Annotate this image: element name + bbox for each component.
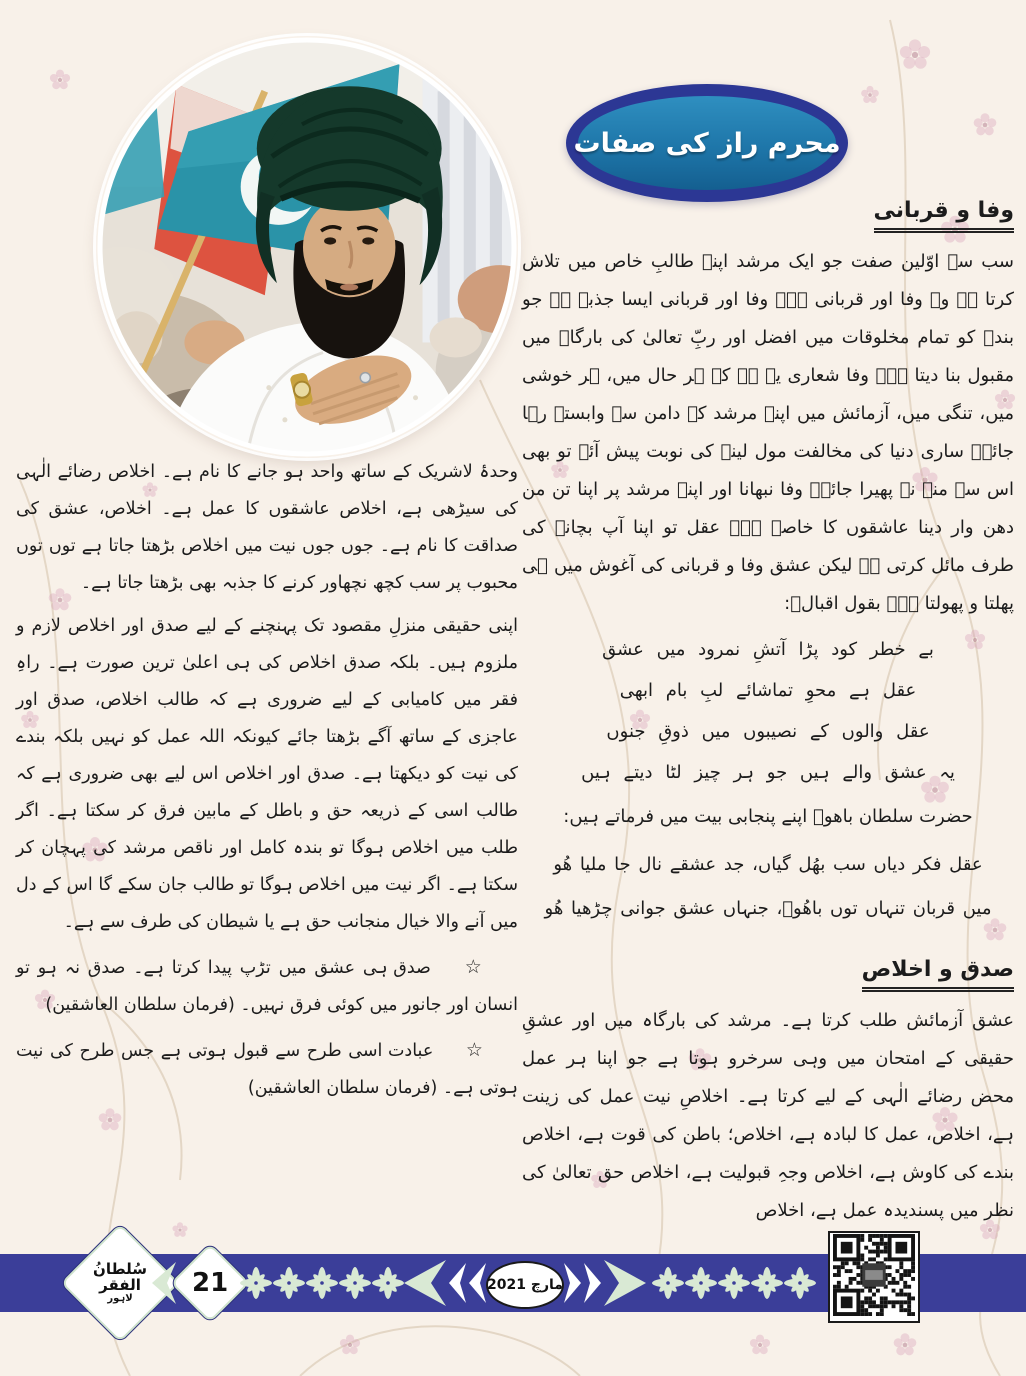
flower-star-icon — [685, 1263, 717, 1303]
logo-text: سُلطانُ الفقر — [93, 1260, 147, 1294]
page-title: محرم راز کی صفات — [573, 127, 841, 159]
logo-city: لاہور — [107, 1292, 133, 1304]
chevron-left-icon — [469, 1254, 486, 1312]
iqbal-poem — [522, 629, 1014, 793]
poem-line: عقل فکر دیاں سب بھُل گیاں، جد عشقے نال جا ملیا ھُو — [553, 854, 983, 875]
poem-line: بے خطر کود پڑا آتشِ نمرود میں عشق — [602, 639, 934, 660]
title-badge-inner — [573, 96, 841, 190]
baahu-poem — [522, 843, 1014, 931]
star-bullet-icon: ☆ — [465, 1039, 484, 1061]
section-heading-sidq: صدق و اخلاص — [522, 957, 1014, 992]
qr-pattern — [833, 1234, 915, 1320]
quote-text: صدق ہی عشق میں تڑپ پیدا کرتا ہے۔ صدق نہ ہو تو انسان اور جانور میں کوئی فرق نہیں۔ — [16, 958, 518, 1015]
poem-line: میں قربان تنہاں توں باھُوؒ، جنہاں عشق جوانی چڑھیا ھُو — [544, 898, 992, 919]
flower-star-icon — [372, 1263, 404, 1303]
poem-line: یہ عشق والے ہیں جو ہر چیز لٹا دیتے ہیں — [581, 762, 955, 783]
title-badge — [566, 84, 848, 202]
arrow-right-icon — [604, 1254, 646, 1312]
page-number-badge — [170, 1243, 249, 1322]
arrow-left-icon — [404, 1254, 446, 1312]
section-heading-wafa: وفا و قربانی — [522, 198, 1014, 233]
flower-star-icon — [652, 1263, 684, 1303]
qr-code — [828, 1231, 920, 1323]
issue-date: مارچ 2021 — [487, 1277, 563, 1293]
star-bullet-icon: ☆ — [464, 956, 484, 978]
footer-band — [0, 1254, 1026, 1312]
body-paragraph: عشق آزمائش طلب کرتا ہے۔ مرشد کی بارگاہ میں اور عشقِ حقیقی کے امتحان میں وہی سرخرو ہوتا ہے جو اپنا ہر عمل محض رضائے الٰہی کے لیے کرتا ہے۔ اخلاصِ نیت عمل کی زینت ہے، اخلاص، عمل کا لبادہ ہے، اخلاص؛ باطن کی قوت ہے، اخلاص بندے کی کاوش ہے، اخلاص وجہِ قبولیت ہے، اخلاص حق تعالیٰ کی نظر میں پسندیدہ عمل ہے، اخلاص — [522, 1010, 1014, 1221]
flower-star-icon — [784, 1263, 816, 1303]
flower-star-row — [240, 1254, 404, 1312]
baahu-intro: حضرت سلطان باھوؒ اپنے پنجابی بیت میں فرماتے ہیں: — [563, 806, 973, 827]
flower-star-icon — [751, 1263, 783, 1303]
flower-star-row — [652, 1254, 816, 1312]
body-paragraph: اپنی حقیقی منزلِ مقصود تک پہنچنے کے لیے صدق اور اخلاص لازم و ملزوم ہیں۔ بلکہ صدق اخلاص کی ہی اعلیٰ ترین صورت ہے۔ راہِ فقر میں کامیابی کے لیے ضروری ہے کہ طالب اخلاص، صدق اور عاجزی کے ساتھ آگے بڑھتا جائے کیونکہ اللہ عمل کو نہیں بلکہ بندے کی نیت کو دیکھتا ہے۔ صدق اور اخلاص اس لیے بھی ضروری ہے کہ طالب اسی کے ذریعہ حق و باطل کے مابین فرق کر سکتا ہے۔ اگر طلب میں اخلاص ہوگا تو بندہ کامل اور ناقص مرشد کی پہچان کر سکتا ہے۔ اگر نیت میں اخلاص ہوگا تو طالب جان سکے گا اس کے دل میں آنے والا خیال منجانب حق ہے یا شیطان کی طرف سے ہے۔ — [16, 616, 518, 932]
right-column — [522, 198, 1014, 1230]
quote-item — [16, 949, 518, 1024]
page-number: 21 — [191, 1268, 229, 1298]
quote-source: (فرمان سلطان العاشقین) — [247, 1078, 438, 1098]
issue-date-badge — [486, 1261, 564, 1309]
chevron-right-icon — [564, 1254, 581, 1312]
portrait-photo — [96, 36, 518, 458]
flower-star-icon — [718, 1263, 750, 1303]
chevron-left-icon — [449, 1254, 466, 1312]
flower-star-icon — [306, 1263, 338, 1303]
poem-line: عقل ہے محوِ تماشائے لبِ بام ابھی — [619, 680, 917, 701]
flower-star-icon — [240, 1263, 272, 1303]
quote-text: عبادت اسی طرح سے قبول ہوتی ہے جس طرح کی نیت ہوتی ہے۔ — [16, 1041, 518, 1098]
quote-item — [16, 1032, 518, 1107]
flower-star-icon — [339, 1263, 371, 1303]
portrait-illustration — [96, 36, 518, 458]
quote-source: (فرمان سلطان العاشقین) — [45, 995, 235, 1015]
flower-star-icon — [273, 1263, 305, 1303]
chevron-right-icon — [584, 1254, 601, 1312]
body-paragraph: وحدۂ لاشریک کے ساتھ واحد ہو جانے کا نام ہے۔ اخلاص رضائے الٰہی کی سیڑھی ہے، اخلاص عاشقوں کا عمل ہے۔ اخلاص، عشق کی صداقت کا نام ہے۔ جوں جوں نیت میں اخلاص بڑھتا جاتا ہے توں توں محبوب پر سب کچھ نچھاور کرنے کا جذبہ بھی بڑھتا جاتا ہے۔ — [16, 462, 518, 593]
body-paragraph: سب سے اوّلین صفت جو ایک مرشد اپنے طالبِ خاص میں تلاش کرتا ہے وہ وفا اور قربانی ہے۔ وفا اور قربانی ایسا جذبہ ہے جو بندے کو تمام مخلوقات میں افضل اور ربِّ تعالیٰ کی بارگاہ میں مقبول بنا دیتا ہے۔ وفا شعاری یہ ہے کہ ہر حال میں، ہر خوشی میں، تنگی میں، آزمائش میں اپنے مرشد کے دامن سے وابستہ رہا جائے۔ ساری دنیا کی مخالفت مول لینے کی نوبت پیش آئے تو بھی اس سے منہ نہ پھیرا جائے۔ وفا نبھانا اور اپنے مرشد پر اپنا تن من دھن وار دینا عاشقوں کا خاصہ ہے۔ عقل تو اپنا آپ بچانے کی طرف مائل کرتی ہے لیکن عشق وفا و قربانی کی آغوش میں ہی پھلتا و پھولتا ہے۔ بقول اقبالؒ: — [522, 251, 1014, 614]
poem-line: عقل والوں کے نصیبوں میں ذوقِ جنوں — [606, 721, 930, 742]
left-column — [16, 448, 518, 1107]
